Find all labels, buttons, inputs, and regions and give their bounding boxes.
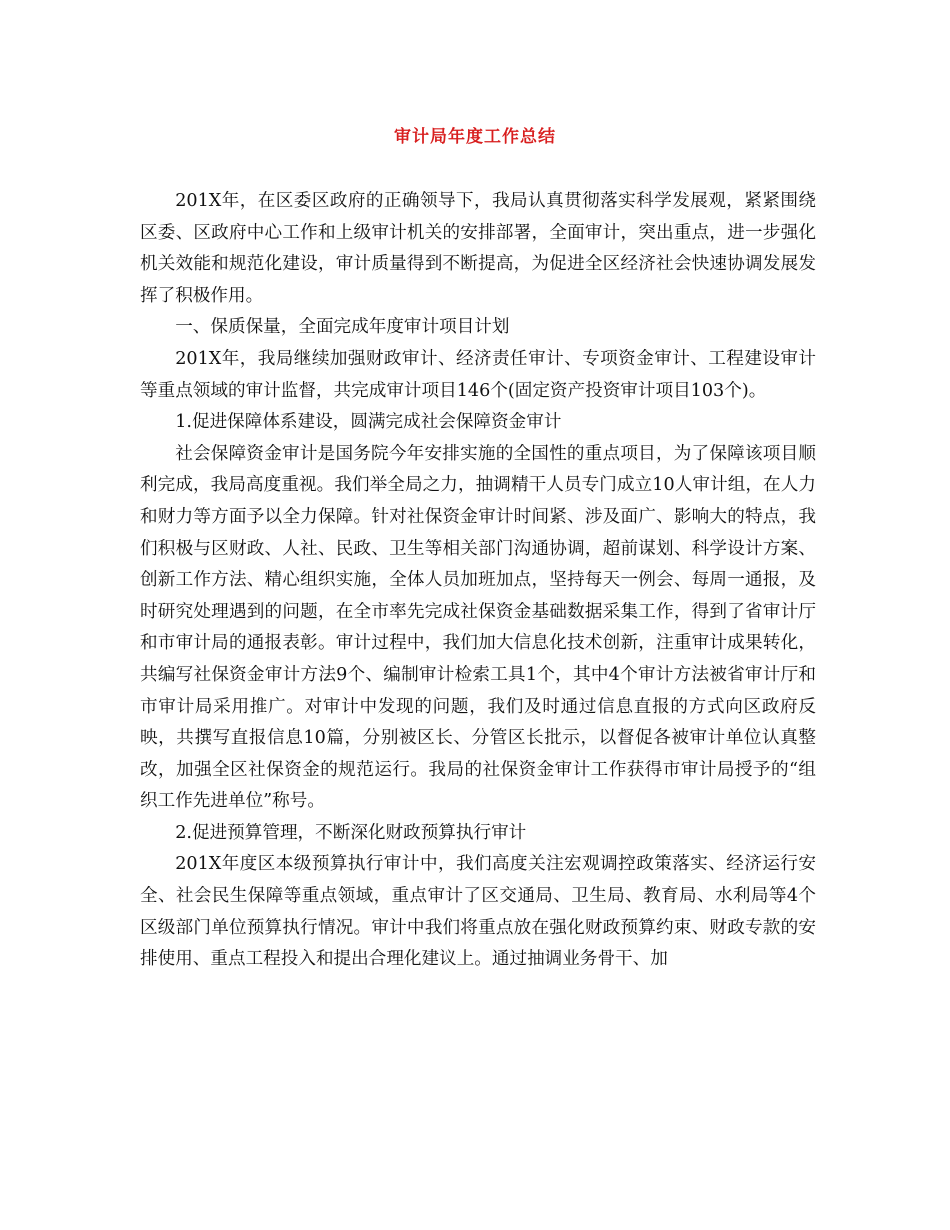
subsection-heading-1: 1.促进保障体系建设，圆满完成社会保障资金审计 [175,412,562,433]
document-body [140,186,816,976]
subsection-heading-2: 2.促进预算管理，不断深化财政预算执行审计 [175,822,527,843]
paragraph-section-1: 201X年，我局继续加强财政审计、经济责任审计、专项资金审计、工程建设审计等重点领域的审计监督，共完成审计项目146个(固定资产投资审计项目103个)。 [140,348,816,401]
paragraph-budget-audit: 201X年度区本级预算执行审计中，我们高度关注宏观调控政策落实、经济运行安全、社会民生保障等重点领域，重点审计了区交通局、卫生局、教育局、水利局等4个区级部门单位预算执行情况。审计中我们将重点放在强化财政预算约束、财政专款的安排使用、重点工程投入和提出合理化建议上。通过抽调业务骨干、加 [140,854,816,970]
document-title: 审计局年度工作总结 [394,127,556,147]
section-heading-1: 一、保质保量，全面完成年度审计项目计划 [175,317,510,338]
paragraph-intro: 201X年，在区委区政府的正确领导下，我局认真贯彻落实科学发展观，紧紧围绕区委、区政府中心工作和上级审计机关的安排部署，全面审计，突出重点，进一步强化机关效能和规范化建设，审计质量得到不断提高，为促进全区经济社会快速协调发展发挥了积极作用。 [140,191,816,306]
paragraph-social-security-audit: 社会保障资金审计是国务院今年安排实施的全国性的重点项目，为了保障该项目顺利完成，我局高度重视。我们举全局之力，抽调精干人员专门成立10人审计组，在人力和财力等方面予以全力保障。针对社保资金审计时间紧、涉及面广、影响大的特点，我们积极与区财政、人社、民政、卫生等相关部门沟通协调，超前谋划、科学设计方案、创新工作方法、精心组织实施，全体人员加班加点，坚持每天一例会、每周一通报，及时研究处理遇到的问题，在全市率先完成社保资金基础数据采集工作，得到了省审计厅和市审计局的通报表彰。审计过程中，我们加大信息化技术创新，注重审计成果转化，共编写社保资金审计方法9个、编制审计检索工具1个，其中4个审计方法被省审计厅和市审计局采用推广。对审计中发现的问题，我们及时通过信息直报的方式向区政府反映，共撰写直报信息10篇，分别被区长、分管区长批示，以督促各被审计单位认真整改，加强全区社保资金的规范运行。我局的社保资金审计工作获得市审计局授予的“组织工作先进单位”称号。 [140,443,816,812]
